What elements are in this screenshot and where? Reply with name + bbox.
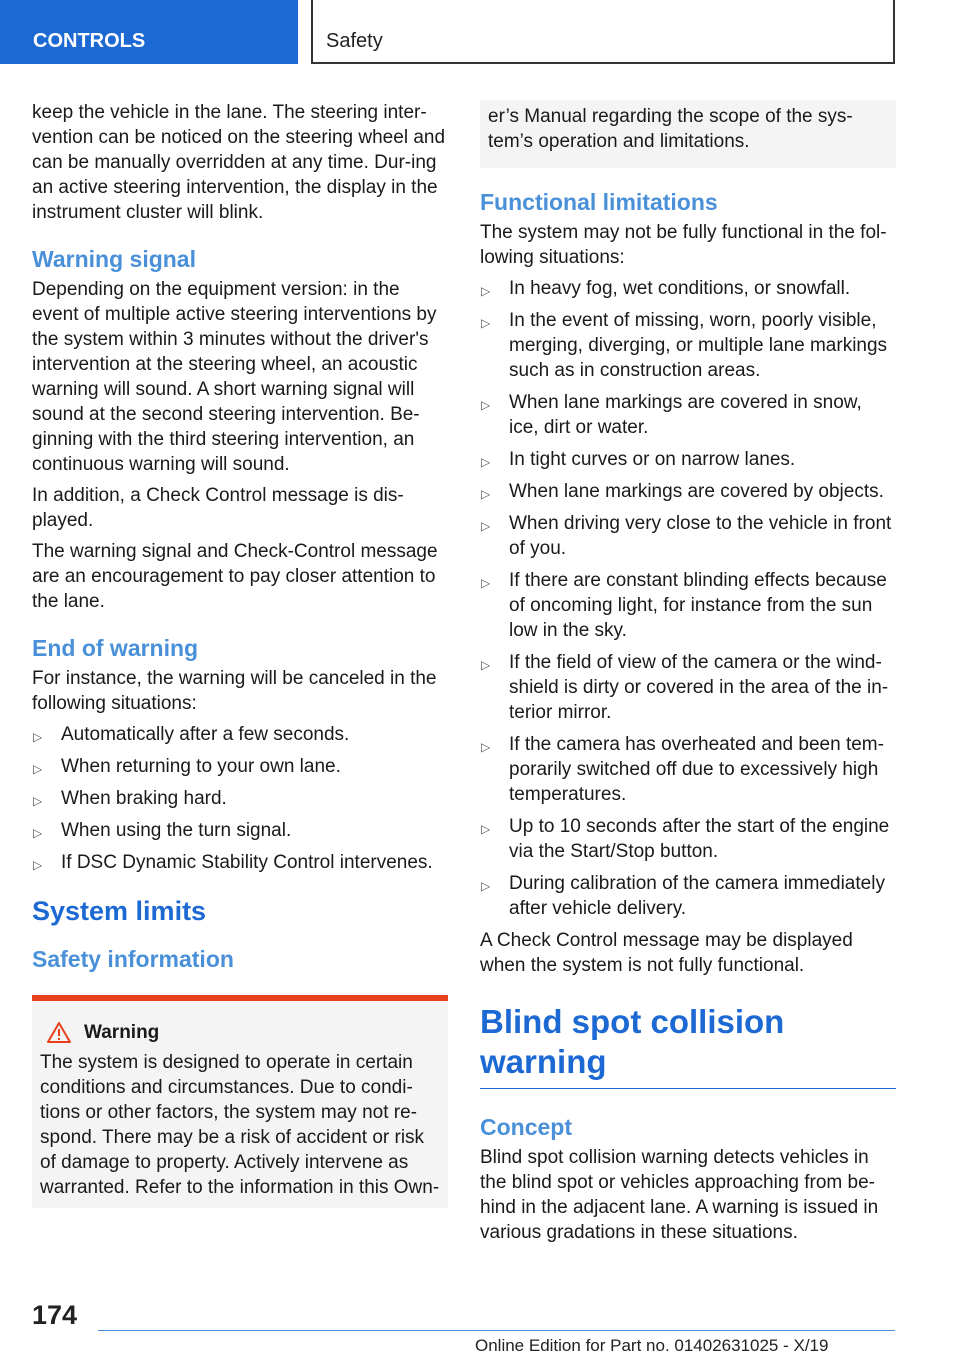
bullet-triangle-icon: ▷ (481, 455, 491, 469)
intro-paragraph: keep the vehicle in the lane. The steering inter-vention can be noticed on the steering wheel and can be manually overridden at any time. Dur-ing an active steering intervention, the display in the instrument cluster will blink. (32, 102, 446, 223)
warning-label: Warning (84, 1021, 160, 1043)
safety-information-heading: Safety information (32, 946, 234, 972)
list-item: ▷ If there are constant blinding effects because of oncoming light, for instance from the sun low in the sky. (481, 570, 887, 641)
bullet-triangle-icon: ▷ (481, 316, 491, 330)
functional-limitations-intro: The system may not be fully functional in the fol-lowing situations: (480, 222, 887, 268)
bullet-triangle-icon: ▷ (33, 826, 43, 840)
bullet-triangle-icon: ▷ (481, 519, 491, 533)
end-of-warning-intro: For instance, the warning will be canceled in the following situations: (32, 668, 437, 714)
end-of-warning-list (32, 722, 448, 875)
topic-header (311, 0, 895, 64)
bullet-triangle-icon: ▷ (481, 487, 491, 501)
warning-signal-heading: Warning signal (32, 246, 196, 272)
bullet-triangle-icon: ▷ (481, 822, 491, 836)
footer-divider (98, 1330, 895, 1331)
page-number: 174 (32, 1300, 78, 1330)
warning-header (40, 1021, 440, 1044)
topic-label: Safety (326, 30, 383, 52)
warning-signal-paragraph-1: Depending on the equipment version: in the event of multiple active steering interventions by the system within 3 minutes without the driver's intervention at the steering wheel, an acoustic warning will sound. A short warning signal will sound at the second steering intervention. Be-ginning with the third steering intervention, an continuous warning will sound. (32, 279, 437, 475)
bullet-triangle-icon: ▷ (481, 284, 491, 298)
system-limits-heading: System limits (32, 896, 207, 926)
list-item: ▷ In heavy fog, wet conditions, or snowfall. (480, 276, 896, 301)
list-item: ▷ When using the turn signal. (32, 818, 448, 843)
list-item: ▷ When driving very close to the vehicle in front of you. (481, 513, 892, 559)
bullet-triangle-icon: ▷ (481, 658, 491, 672)
bullet-triangle-icon: ▷ (33, 762, 43, 776)
list-item: ▷ When lane markings are covered in snow, ice, dirt or water. (481, 392, 862, 438)
warning-text: The system is designed to operate in certain conditions and circumstances. Due to condi-tions or other factors, the system may not re-spond. There may be a risk of accident or risk of damage to property. Actively intervene as warranted. Refer to the information in this Own- (40, 1052, 440, 1198)
edition-info: Online Edition for Part no. 01402631025 - X/19 (475, 1336, 829, 1355)
functional-limitations-outro: A Check Control message may be displayed when the system is not fully functional. (480, 930, 853, 976)
concept-paragraph: Blind spot collision warning detects vehicles in the blind spot or vehicles approaching from be-hind in the adjacent lane. A warning is issued in various gradations in these situations. (480, 1147, 879, 1243)
warning-signal-paragraph-2: In addition, a Check Control message is dis-played. (32, 485, 404, 531)
warning-box (32, 995, 448, 1208)
bullet-triangle-icon: ▷ (33, 730, 43, 744)
list-item: ▷ When returning to your own lane. (32, 754, 448, 779)
list-item: ▷ In tight curves or on narrow lanes. (480, 447, 896, 472)
list-item: ▷ If the field of view of the camera or the wind-shield is dirty or covered in the area of the in-terior mirror. (481, 652, 889, 723)
warning-box-continued (480, 100, 896, 168)
list-item: ▷ If DSC Dynamic Stability Control intervenes. (32, 850, 448, 875)
bullet-triangle-icon: ▷ (33, 794, 43, 808)
blind-spot-heading: Blind spot collision warning (480, 1002, 896, 1089)
bullet-triangle-icon: ▷ (481, 740, 491, 754)
list-item: ▷ During calibration of the camera immediately after vehicle delivery. (481, 873, 885, 919)
section-label: CONTROLS (33, 30, 146, 52)
list-item: ▷ When lane markings are covered by objects. (480, 479, 896, 504)
warning-text-continued: er’s Manual regarding the scope of the sys-tem’s operation and limitations. (488, 106, 853, 152)
bullet-triangle-icon: ▷ (481, 576, 491, 590)
section-tab (0, 0, 298, 64)
functional-limitations-list (480, 276, 896, 921)
bullet-triangle-icon: ▷ (33, 858, 43, 872)
list-item: ▷ If the camera has overheated and been tem-porarily switched off due to excessively high temperatures. (481, 734, 884, 805)
functional-limitations-heading: Functional limitations (480, 189, 718, 215)
bullet-triangle-icon: ▷ (481, 879, 491, 893)
warning-triangle-icon (46, 1021, 72, 1044)
left-column (32, 100, 448, 1208)
right-column (480, 100, 896, 1251)
warning-signal-paragraph-3: The warning signal and Check-Control message are an encouragement to pay closer attention to the lane. (32, 541, 438, 612)
end-of-warning-heading: End of warning (32, 635, 199, 661)
list-item: ▷ Up to 10 seconds after the start of the engine via the Start/Stop button. (481, 816, 890, 862)
list-item: ▷ In the event of missing, worn, poorly visible, merging, diverging, or multiple lane markings such as in construction areas. (481, 310, 888, 381)
list-item: ▷ When braking hard. (32, 786, 448, 811)
concept-heading: Concept (480, 1114, 572, 1140)
bullet-triangle-icon: ▷ (481, 398, 491, 412)
list-item: ▷ Automatically after a few seconds. (32, 722, 448, 747)
